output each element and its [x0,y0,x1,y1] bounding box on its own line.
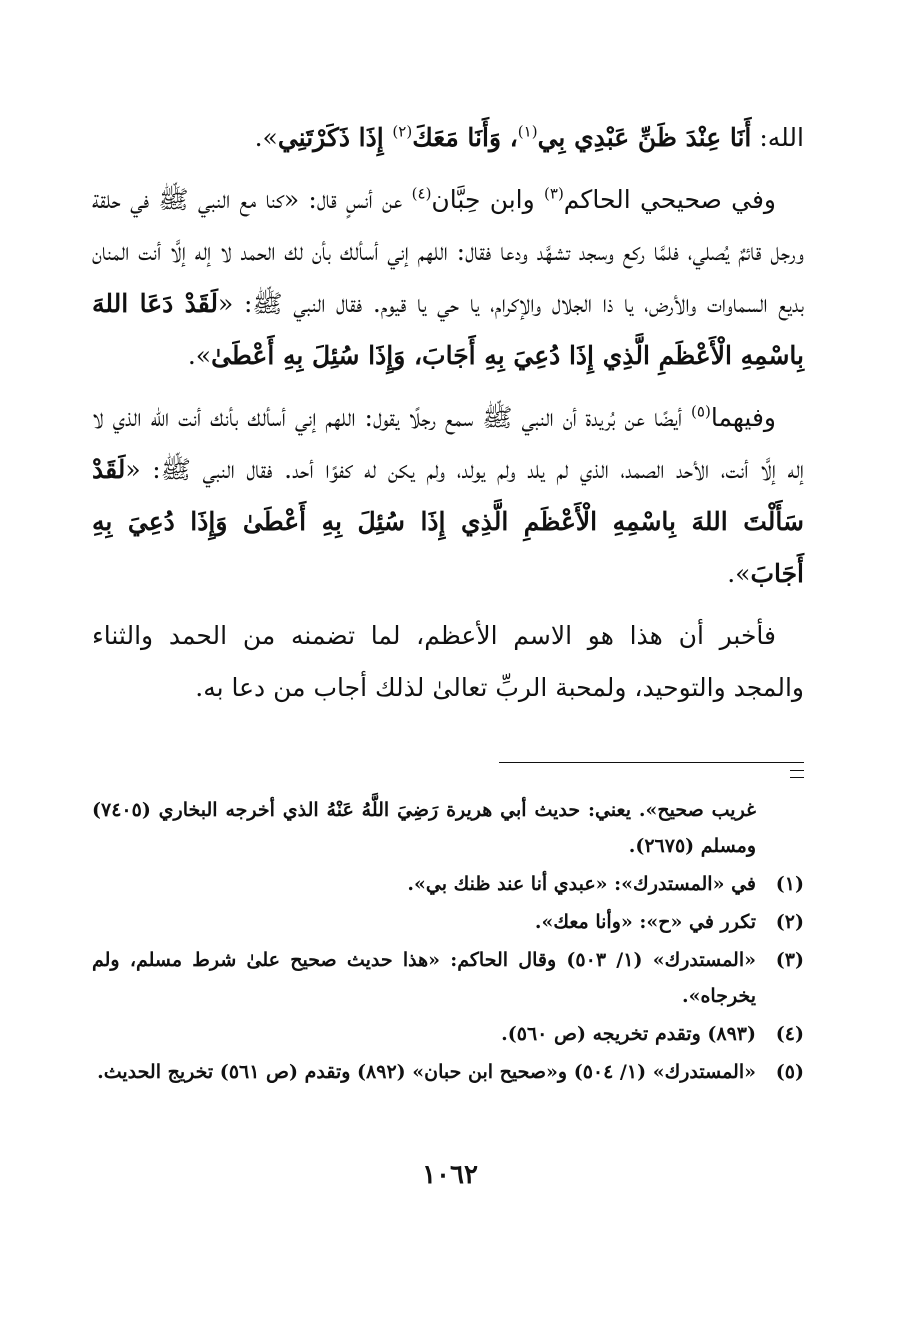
footnote-text: (٨٩٣) وتقدم تخريجه (ص ٥٦٠). [501,1023,756,1045]
footnote-number: (١) [775,873,804,895]
footnote-4 [92,1016,804,1052]
footnote-ref-3[interactable]: (٣) [544,184,564,203]
footnote-1 [92,866,804,902]
text-run: الله: [751,123,804,152]
footnote-number: (٤) [775,1023,804,1045]
footnote-2 [92,904,804,940]
footnote-ref-4[interactable]: (٤) [411,184,432,203]
footnote-ref-5[interactable]: (٥) [691,402,711,421]
hadith-text: إِذَا ذَكَرْتَنِي [277,123,393,152]
footnote-text: في «المستدرك»: «عبدي أنا عند ظنك بي». [407,873,756,895]
footnote-continuation: غريب صحيح». يعني: حديث أبي هريرة رَضِيَ اللَّهُ عَنْهُ الذي أخرجه البخاري (٧٤٠٥) ومسلم (٢٦٧٥). [92,799,756,857]
footnotes [92,792,804,1092]
footnote-text: «المستدرك» (١/ ٥٠٤) و«صحيح ابن حبان» (٨٩٢) وتقدم (ص ٥٦١) تخريج الحديث. [97,1061,756,1083]
main-text [92,112,804,724]
hadith-text: لَقَدْ سَأَلْتَ اللهَ بِاسْمِهِ الْأَعْظَمِ الَّذِي إِذَا سُئِلَ بِهِ أَعْطَىٰ وَإِذَا دُعِيَ بِهِ أَجَابَ [92,455,804,588]
footnote-continuation-mark [790,770,804,778]
text-run: وفيهما [710,403,776,432]
paragraph-4: فأخبر أن هذا هو الاسم الأعظم، لما تضمنه من الحمد والثناء والمجد والتوحيد، ولمحبة الربِّ تعالىٰ لذلك أجاب من دعا به. [92,621,804,702]
text-run: عن أنسٍ قال: «كنا مع النبي ﷺ في حلقة ورجل قائمٌ يُصلي، فلمَّا ركع وسجد تشهَّد ودعا فقال: اللهم إني أسألك بأن لك الحمد لا إله إلَّا أنت المنان بديع السماوات والأرض، يا ذا الجلال والإكرام، يا حي يا قيوم. فقال النبي ﷺ: « [92,185,805,318]
paragraph-2 [92,174,804,382]
text-run: وفي صحيحي الحاكم [563,185,777,214]
text-run: ». [254,123,278,152]
footnote-text: «المستدرك» (١/ ٥٠٣) وقال الحاكم: «هذا حديث صحيح علىٰ شرط مسلم، ولم يخرجاه». [92,949,756,1007]
footnote-text: تكرر في «ح»: «وأنا معك». [534,911,756,933]
footnote-number: (٢) [775,911,804,933]
footnote-3 [92,942,804,1014]
text-run: أيضًا عن بُريدة أن النبي ﷺ سمع رجلًا يقول: اللهم إني أسألك بأنك أنت الله الذي لا إله إلَّا أنت، الأحد الصمد، الذي لم يلد ولم يولد، ولم يكن له كفوًا أحد. فقال النبي ﷺ: « [92,403,804,484]
page-number: ١٠٦٢ [422,1160,478,1190]
footnote-number: (٣) [775,949,804,971]
hadith-text: لَقَدْ دَعَا اللهَ بِاسْمِهِ الْأَعْظَمِ الَّذِي إِذَا دُعِيَ بِهِ أَجَابَ، وَإِذَا سُئِلَ بِهِ أَعْطَىٰ [92,289,804,370]
hadith-text: أَنَا عِنْدَ ظَنِّ عَبْدِي بِي [537,123,752,152]
text-run: ». [727,559,751,588]
footnote-ref-1[interactable]: (١) [517,122,538,141]
paragraph-1 [92,112,804,164]
footnote-number: (٥) [775,1061,804,1083]
paragraph-3 [92,392,804,600]
footnote-separator [499,762,804,763]
text-run: ». [187,341,212,370]
hadith-text: ، وَأَنَا مَعَكَ [412,123,518,152]
footnote-5 [92,1054,804,1090]
text-run: وابن حِبَّان [431,185,545,214]
footnote-ref-2[interactable]: (٢) [392,122,413,141]
